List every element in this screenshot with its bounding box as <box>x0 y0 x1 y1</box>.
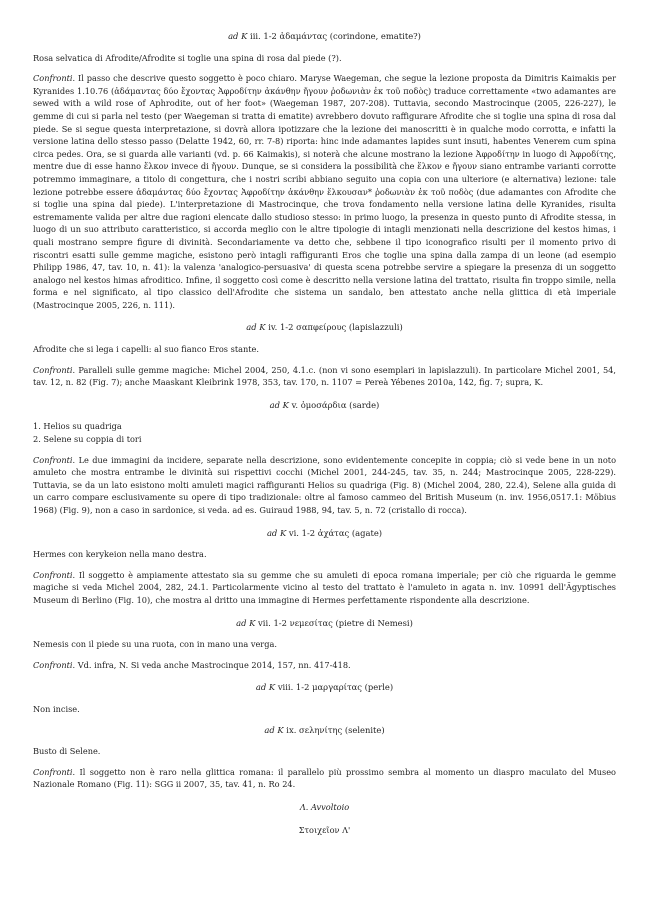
heading-number: viii. 1-2 <box>277 682 310 693</box>
section-subtitle: Hermes con kerykeion nella mano destra. <box>33 549 207 560</box>
confronti-label: Confronti. <box>33 659 76 670</box>
section-subtitle: Non incise. <box>33 703 80 714</box>
confronti-label: Confronti. <box>33 73 76 84</box>
heading-number: vii. 1-2 <box>258 617 287 628</box>
confronti-text: Il soggetto non è raro nella glittica romana: il parallelo più prossimo sembra al momento un diaspro maculato del Museo Nazionale Romano (Fig. 11): SGG ii 2007, 35, tav. 41, n. Ro 24. <box>33 766 616 790</box>
confronti-paragraph <box>33 454 616 517</box>
section-heading <box>33 321 616 334</box>
heading-number: ix. <box>286 724 297 735</box>
heading-gloss: (selenite) <box>344 724 385 735</box>
section-heading <box>33 617 616 630</box>
heading-number: vi. 1-2 <box>288 527 316 538</box>
heading-gloss: (perle) <box>364 682 394 693</box>
list-item: 1. Helios su quadriga <box>33 421 122 432</box>
section-heading <box>33 724 616 737</box>
heading-greek: νεμεσίτας <box>289 617 333 628</box>
heading-greek: σεληνίτης <box>299 724 343 735</box>
subject-list <box>33 420 616 445</box>
section-subtitle: Afrodite che si lega i capelli: al suo fianco Eros stante. <box>33 344 259 355</box>
heading-number: iii. 1-2 <box>250 31 277 41</box>
section-heading <box>33 527 616 540</box>
section-heading <box>33 681 616 694</box>
heading-prefix: ad K <box>264 724 284 735</box>
confronti-text: Il passo che descrive questo soggetto è poco chiaro. Maryse Waegeman, che segue la lezione proposta da Dimitris Kaimakis per Kyranides 1.10.76 (ἀδάμαντας δύο ἔχοντας Ἀφροδίτην ἀκάνθην ἤγουν ῥοδωνιὰν ἐκ τοῦ ποδὸς) traduce correttamente «two adamantes are sewed with a wild rose of Aphrodite, out of her foot» (Waegeman 1987, 207-208). Tuttavia, secondo Mastrocinque (2005, 226-227), le gemme di cui si parla nel testo (per Waegeman si tratta di ematite) avrebbero dovuto raffigurare Afrodite che si toglie una spina di rosa dal piede. Se si segue questa interpretazione, si dovrà allora ipotizzare che la lezione dei manoscritti è in qualche modo corrotta, e infatti la versione latina dello stesso passo (Delatte 1942, 60, rr. 7-8) riporta: hinc inde adamantes lapides sunt insuti, habentes Venerem cum spina circa pedes. Ora, se si guarda alle varianti (vd. p. 66 Kaimakis), si noterà che alcune mostrano la lezione Ἀφροδίτην in luogo di Ἀφροδίτης, mentre due di esse hanno ἕλκον invece di ἤγουν. Dunque, se si considera la possibilità che ἕλκον e ἤγουν siano entrambe varianti corrotte potremmo immaginare, a titolo di congettura, che i nostri scribi abbiano seguito una copia con una ulteriore (e alternativa) lezione: tale lezione potrebbe essere ἀδαμάντας δύο ἔχοντας Ἀφροδίτην ἀκάνθην ἕλκουσαν* ῥοδωνιὰν ἐκ τοῦ ποδὸς (due adamantes con Afrodite che si toglie una spina dal piede). L'interpretazione di Mastrocinque, che trova fondamento nella versione latina delle Kyranides, risulta estremamente valida per altre due ragioni elencate dallo studioso stesso: in primo luogo, la presenza in questo punto di Afrodite stessa, in luogo di un suo attributo caratteristico, si accorda meglio con le altre tipologie di intagli menzionati nella descrizione del kestos himas, i quali mostrano sempre figure di divinità. Secondariamente va detto che, sebbene il tipo iconografico risulti per il momento privo di riscontri esatti sulle gemme magiche, esistono però intagli raffiguranti Eros che toglie una spina dalla zampa di un leone (ad esempio Philipp 1986, 47, tav. 10, n. 41): la valenza 'analogico-persuasiva' di questa scena potrebbe servire a spiegare la presenza di un soggetto analogo nel kestos himas afroditico. Infine, il soggetto così come è descritto nella versione latina del trattato, risulta fin troppo simile, nella forma e nel significato, al tipo classico dell'Afrodite che sistema un sandalo, ben attestato anche nella glittica di età imperiale (Mastrocinque 2005, 226, n. 111). <box>33 73 616 310</box>
heading-gloss: (corindone, ematite?) <box>329 31 421 41</box>
confronti-paragraph <box>33 72 616 311</box>
section-heading <box>33 399 616 412</box>
heading-prefix: ad K <box>269 399 289 410</box>
heading-gloss: (pietre di Nemesi) <box>335 617 413 628</box>
heading-gloss: (agate) <box>351 527 383 538</box>
heading-prefix: ad K <box>246 322 266 333</box>
confronti-paragraph <box>33 659 616 672</box>
heading-number: v. <box>291 399 299 410</box>
heading-greek: ἀχάτας <box>317 527 350 538</box>
heading-prefix: ad K <box>266 527 287 538</box>
confronti-text: Il soggetto è ampiamente attestato sia su gemme che su amuleti di epoca romana imperiale; per ciò che riguarda le gemme magiche si veda Michel 2004, 282, 24.1. Particolarmente vicino al testo del trattato è l'amuleto in agata n. inv. 10991 dell'Ägyptisches Museum di Berlino (Fig. 10), che mostra al dritto una immagine di Hermes perfettamente rispondente alla descrizione. <box>33 569 616 605</box>
heading-gloss: (lapislazzuli) <box>348 322 403 333</box>
confronti-text: Le due immagini da incidere, separate nella descrizione, sono evidentemente concepite in coppia; ciò si vede bene in un noto amuleto che mostra entrambe le divinità sui rispettivi cocchi (Michel 2001, 244-245, tav. 35, n. 244; Mastrocinque 2005, 228-229). Tuttavia, se da un lato esistono molti amuleti magici raffiguranti Helios su quadriga (Fig. 8) (Michel 2004, 280, 22.4), Selene alla guida di un carro compare esclusivamente su opere di tipo tradizionale: oltre al famoso cammeo del British Museum (n. inv. 1956,0517.1: Möbius 1968) (Fig. 9), non a caso in sardonice, si veda. ad es. Guiraud 1988, 94, tav. 5, n. 72 (cristallo di rocca). <box>33 454 617 515</box>
confronti-paragraph <box>33 364 616 389</box>
confronti-label: Confronti. <box>33 454 76 465</box>
section-subtitle: Nemesis con il piede su una ruota, con in mano una verga. <box>33 639 277 650</box>
chapter-subtitle: Στοιχεῖον Λ' <box>298 824 351 835</box>
confronti-label: Confronti. <box>33 364 76 375</box>
heading-greek: σαπφείρους <box>296 322 347 333</box>
heading-gloss: (sarde) <box>349 399 380 410</box>
heading-prefix: ad K <box>255 682 276 693</box>
confronti-paragraph <box>33 766 616 791</box>
confronti-paragraph <box>33 569 616 607</box>
heading-number: iv. 1-2 <box>268 322 294 333</box>
chapter-title: Λ. Avvoltoio <box>299 801 350 812</box>
heading-greek: ἀδαμάντας <box>279 31 328 41</box>
section-heading <box>33 30 616 43</box>
confronti-label: Confronti. <box>33 766 76 777</box>
confronti-text: Vd. infra, N. Si veda anche Mastrocinque 2014, 157, nn. 417-418. <box>77 659 351 670</box>
heading-greek: ὀμοσάρδια <box>300 399 347 410</box>
list-item: 2. Selene su coppia di tori <box>33 434 142 445</box>
section-subtitle: Busto di Selene. <box>33 746 101 757</box>
heading-prefix: ad K <box>236 617 256 628</box>
heading-prefix: ad K <box>228 31 248 41</box>
confronti-label: Confronti. <box>33 569 76 580</box>
section-subtitle: Rosa selvatica di Afrodite/Afrodite si toglie una spina di rosa dal piede (?). <box>33 52 342 63</box>
heading-greek: μαργαρίτας <box>312 682 362 693</box>
confronti-text: Paralleli sulle gemme magiche: Michel 2004, 250, 4.1.c. (non vi sono esemplari in lapislazzuli). In particolare Michel 2001, 54, tav. 12, n. 82 (Fig. 7); anche Maaskant Kleibrink 1978, 353, tav. 170, n. 1107 = Pereà Yébenes 2010a, 142, fig. 7; supra, K. <box>33 364 616 388</box>
